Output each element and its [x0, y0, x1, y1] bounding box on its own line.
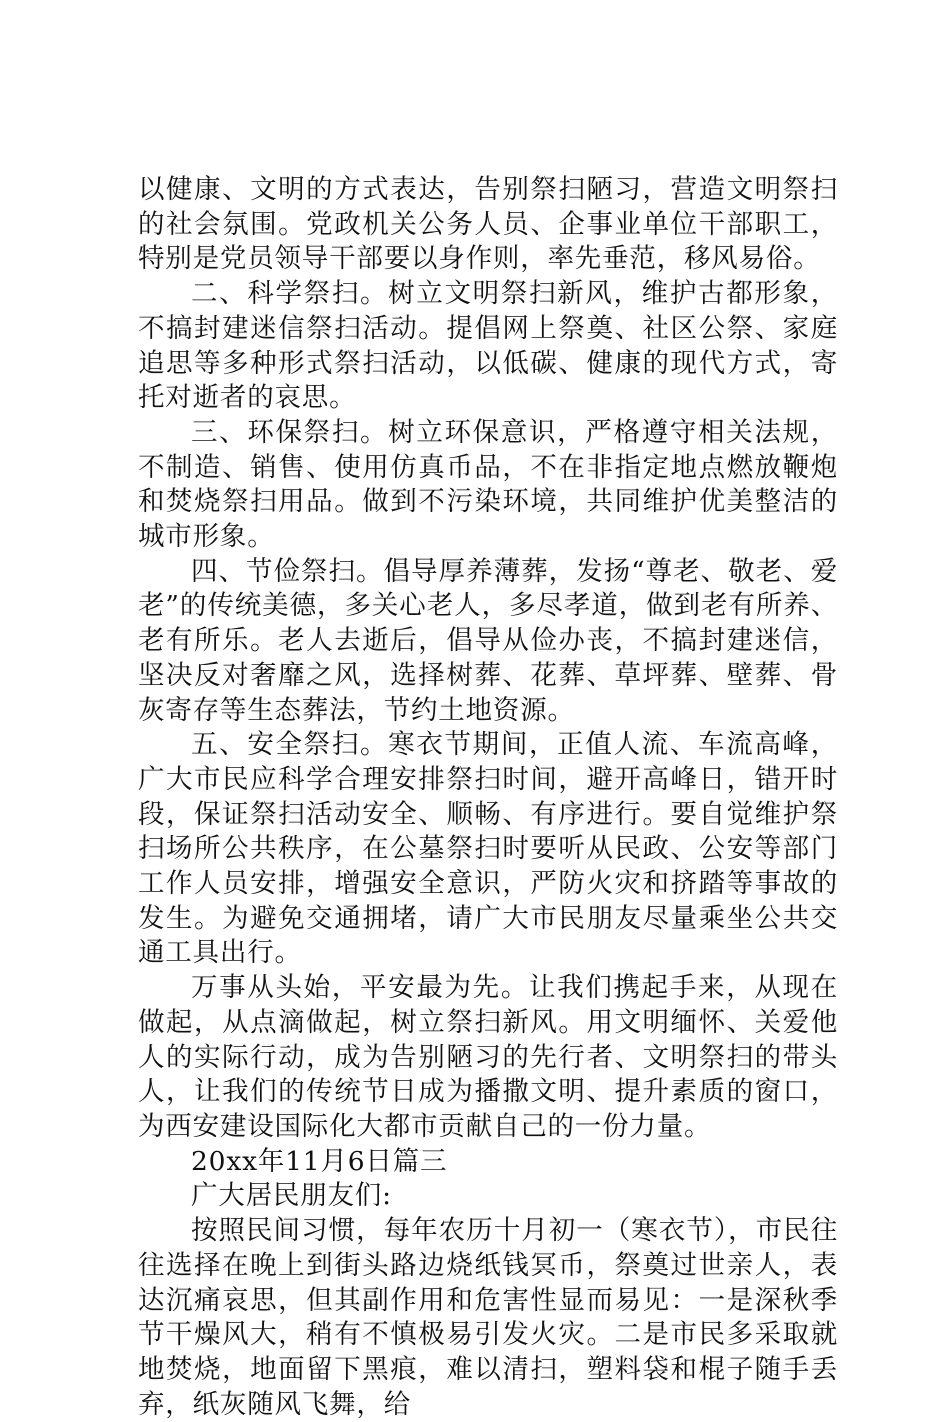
paragraph-frugal-sweeping: 四、节俭祭扫。倡导厚养薄葬，发扬“尊老、敬老、爱老”的传统美德，多关心老人，多尽孝道，做到老有所养、老有所乐。老人去逝后，倡导从俭办丧，不搞封建迷信，坚决反对奢靡之风，选择树葬、花葬、草坪葬、壁葬、骨灰寄存等生态葬法，节约土地资源。 — [138, 555, 838, 726]
paragraph-scientific-sweeping: 二、科学祭扫。树立文明祭扫新风，维护古都形象，不搞封建迷信祭扫活动。提倡网上祭奠、社区公祭、家庭追思等多种形式祭扫活动，以低碳、健康的现代方式，寄托对逝者的哀思。 — [138, 278, 838, 414]
paragraph-closing-appeal: 万事从头始，平安最为先。让我们携起手来，从现在做起，从点滴做起，树立祭扫新风。用文明缅怀、关爱他人的实际行动，成为告别陋习的先行者、文明祭扫的带头人，让我们的传统节日成为播撒文明、提升素质的窗口，为西安建设国际化大都市贡献自己的一份力量。 — [138, 972, 838, 1142]
paragraph-custom-description: 按照民间习惯，每年农历十月初一（寒衣节），市民往往选择在晚上到街头路边烧纸钱冥币，祭奠过世亲人，表达沉痛哀思，但其副作用和危害性显而易见：一是深秋季节干燥风大，稍有不慎极易引发火灾。二是市民多采取就地焚烧，地面留下黑痕，难以清扫，塑料袋和棍子随手丢弃，纸灰随风飞舞，给 — [138, 1215, 838, 1420]
paragraph-eco-sweeping: 三、环保祭扫。树立环保意识，严格遵守相关法规，不制造、销售、使用仿真币品，不在非指定地点燃放鞭炮和焚烧祭扫用品。做到不污染环境，共同维护优美整洁的城市形象。 — [138, 416, 838, 553]
paragraph-civilized-intro: 以健康、文明的方式表达，告别祭扫陋习，营造文明祭扫的社会氛围。党政机关公务人员、企事业单位干部职工，特别是党员领导干部要以身作则，率先垂范，移风易俗。 — [138, 174, 838, 275]
paragraph-date-line: 20xx年11月6日篇三 — [191, 1145, 448, 1177]
paragraph-salutation: 广大居民朋友们: — [191, 1180, 392, 1212]
paragraph-safe-sweeping: 五、安全祭扫。寒衣节期间，正值人流、车流高峰，广大市民应科学合理安排祭扫时间，避开高峰日，错开时段，保证祭扫活动安全、顺畅、有序进行。要自觉维护祭扫场所公共秩序，在公墓祭扫时要听从民政、公安等部门工作人员安排，增强安全意识，严防火灾和挤踏等事故的发生。为避免交通拥堵，请广大市民朋友尽量乘坐公共交通工具出行。 — [138, 729, 838, 969]
document-body — [138, 173, 838, 1422]
